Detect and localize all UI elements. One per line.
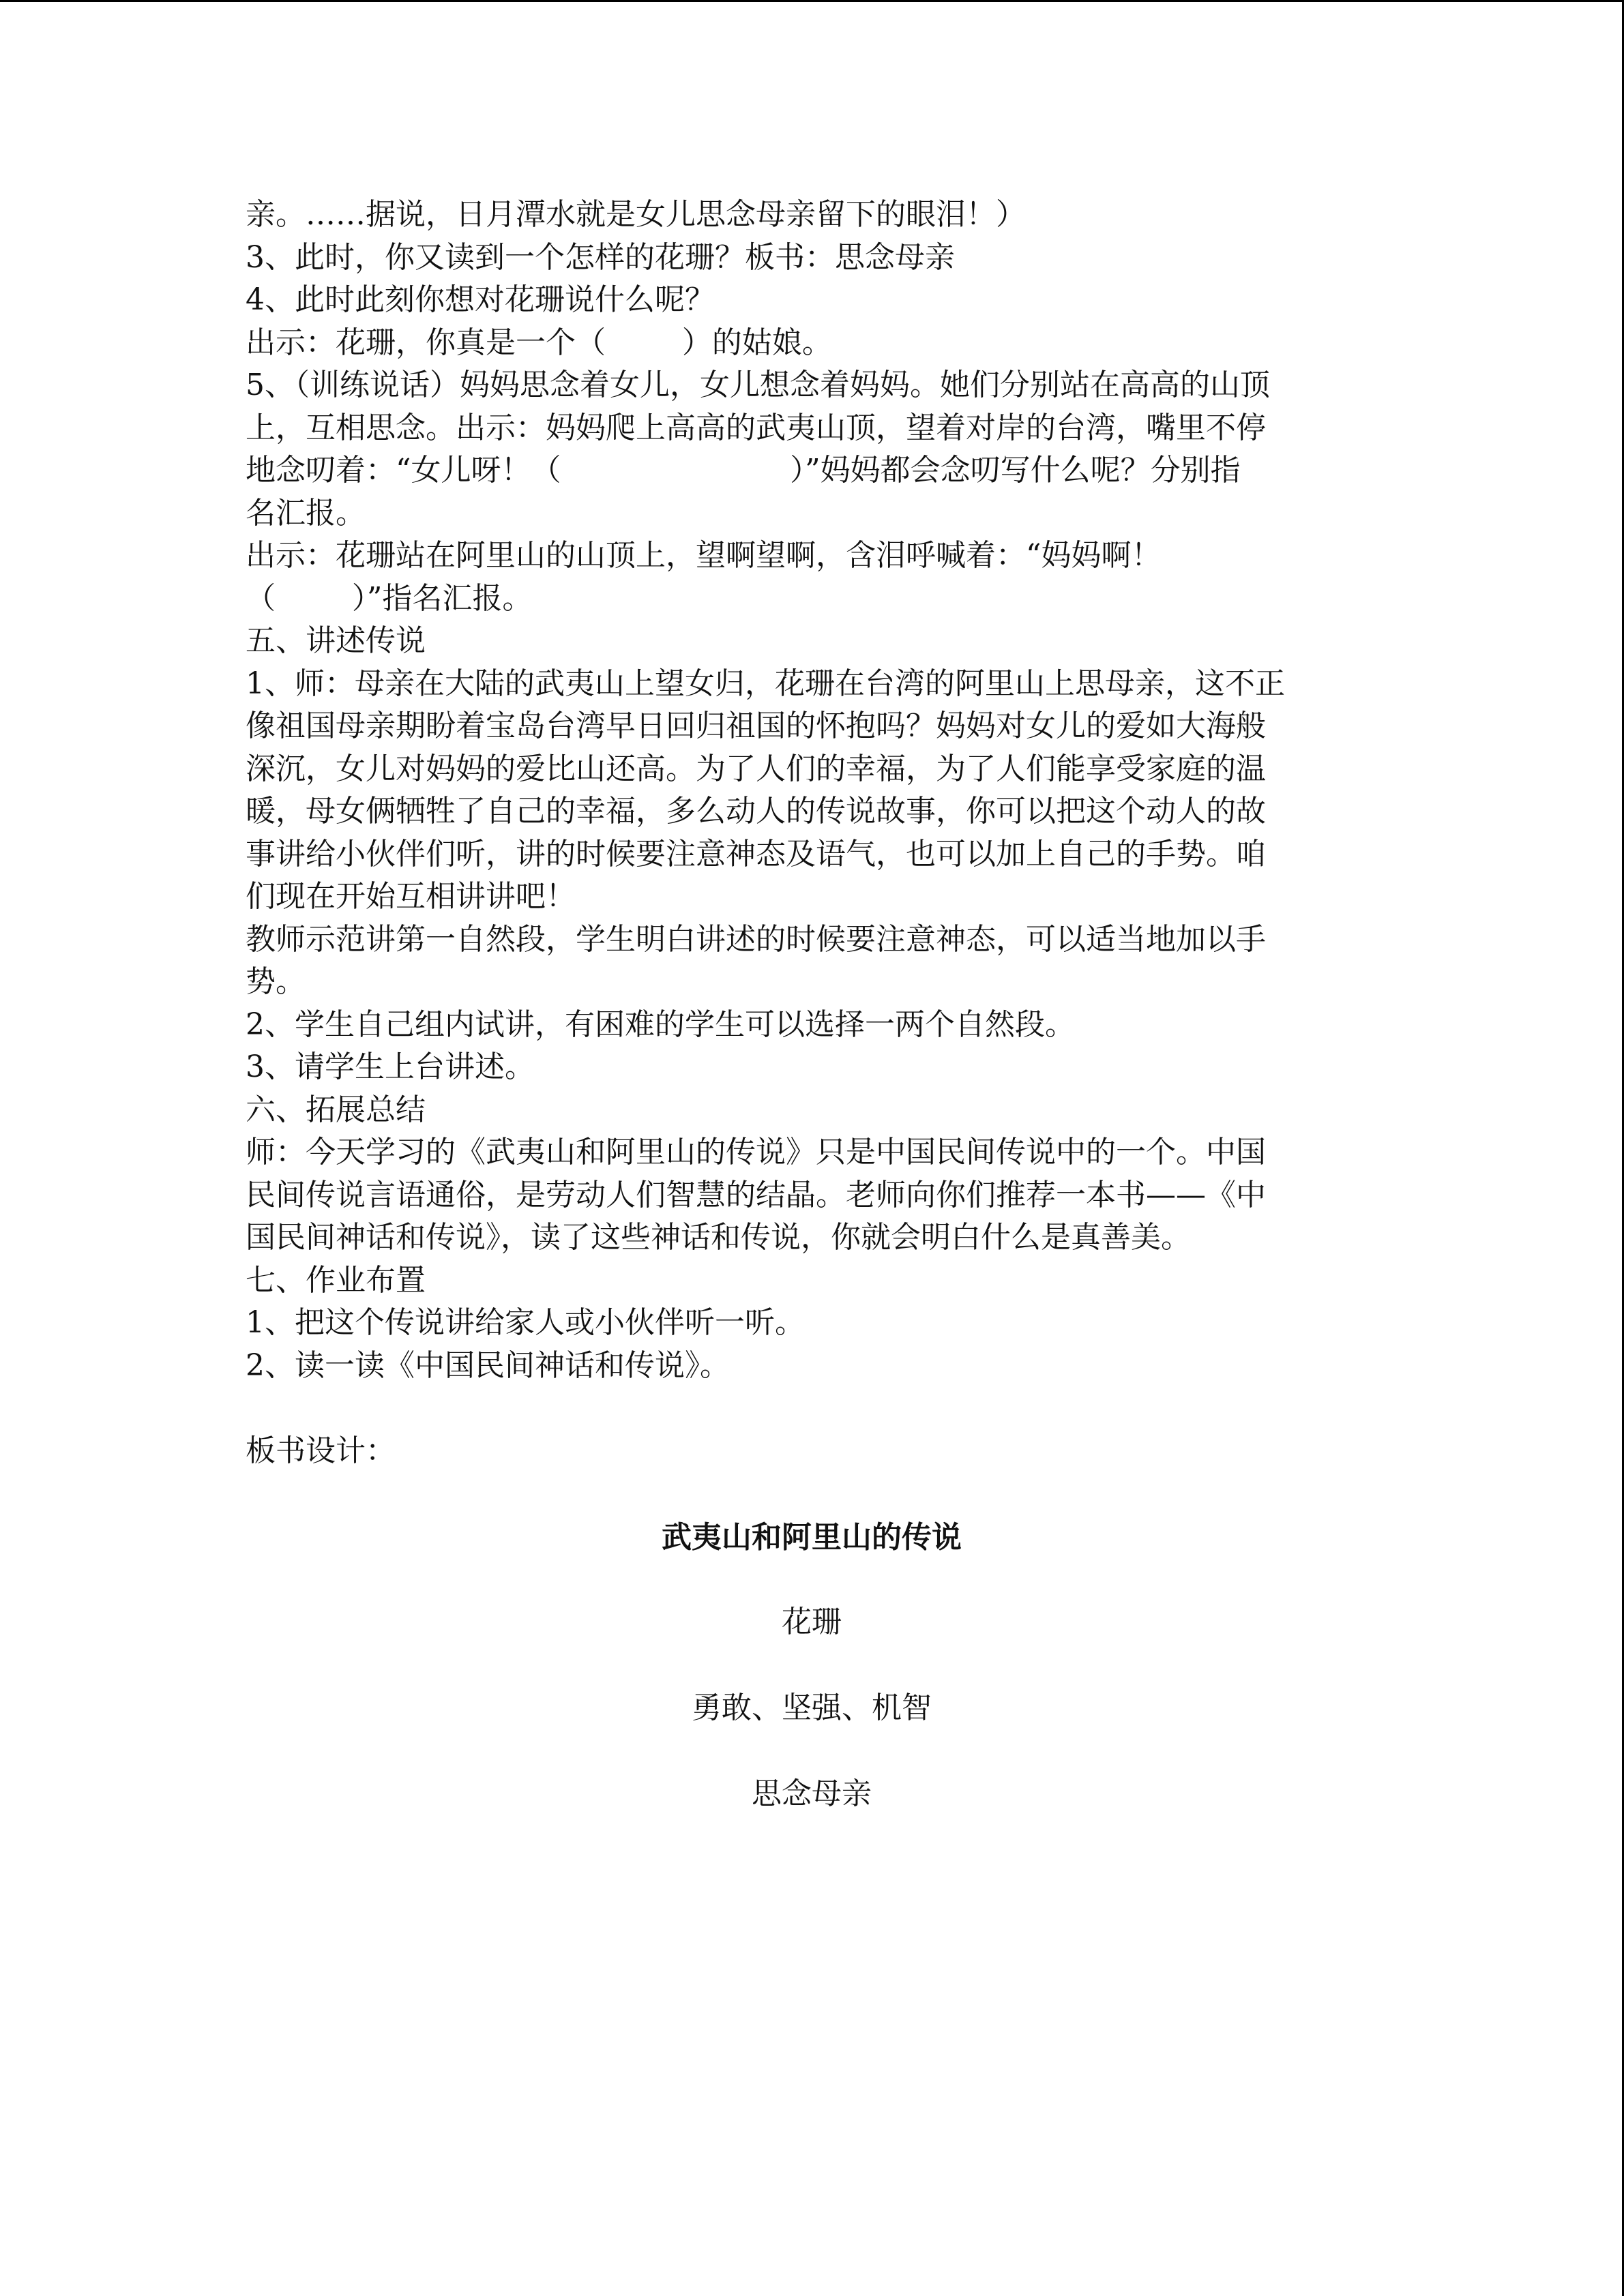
text-line: 名汇报。: [246, 495, 366, 531]
text-line: 1、师：母亲在大陆的武夷山上望女归，花珊在台湾的阿里山上思母亲，这不正: [246, 666, 1285, 701]
text-line: 教师示范讲第一自然段，学生明白讲述的时候要注意神态，可以适当地加以手: [246, 921, 1266, 957]
blank-line: [246, 1387, 1378, 1430]
text-line: 事讲给小伙伴们听，讲的时候要注意神态及语气，也可以加上自己的手势。咱: [246, 836, 1266, 871]
board-traits: 勇敢、坚强、机智: [692, 1690, 932, 1725]
text-line: 亲。……据说，日月潭水就是女儿思念母亲留下的眼泪！）: [246, 197, 1026, 232]
section-heading: 五、讲述传说: [246, 623, 426, 658]
board-design-label: 板书设计：: [246, 1433, 396, 1468]
text-line: 暖，母女俩牺牲了自己的幸福，多么动人的传说故事，你可以把这个动人的故: [246, 794, 1266, 829]
text-line: （ ）”指名汇报。: [246, 580, 533, 616]
text-line: 上，互相思念。出示：妈妈爬上高高的武夷山顶，望着对岸的台湾，嘴里不停: [246, 410, 1266, 445]
page-top-border: [0, 0, 1624, 2]
board-theme: 思念母亲: [752, 1776, 872, 1811]
text-line: 2、学生自己组内试讲，有困难的学生可以选择一两个自然段。: [246, 1007, 1075, 1042]
text-line: 4、此时此刻你想对花珊说什么呢？: [246, 282, 715, 317]
text-line: 们现在开始互相讲讲吧！: [246, 879, 576, 914]
board-name: 花珊: [782, 1605, 842, 1639]
text-line: 民间传说言语通俗，是劳动人们智慧的结晶。老师向你们推荐一本书——《中: [246, 1177, 1266, 1212]
section-heading: 七、作业布置: [246, 1262, 426, 1298]
text-line: 深沉，女儿对妈妈的爱比山还高。为了人们的幸福，为了人们能享受家庭的温: [246, 751, 1266, 786]
text-line: 出示：花珊站在阿里山的山顶上，望啊望啊，含泪呼喊着：“妈妈啊！: [246, 538, 1162, 573]
board-title: 武夷山和阿里山的传说: [662, 1520, 962, 1555]
text-line: 师：今天学习的《武夷山和阿里山的传说》只是中国民间传说中的一个。中国: [246, 1135, 1266, 1169]
text-line: 3、请学生上台讲述。: [246, 1049, 535, 1084]
text-line: 3、此时，你又读到一个怎样的花珊？板书：思念母亲: [246, 239, 955, 275]
text-line: 国民间神话和传说》，读了这些神话和传说，你就会明白什么是真善美。: [246, 1220, 1191, 1255]
text-line: 地念叨着：“女儿呀！（ ）”妈妈都会念叨写什么呢？分别指: [246, 453, 1241, 488]
text-line: 出示：花珊，你真是一个（ ）的姑娘。: [246, 325, 832, 360]
text-line: 势。: [246, 964, 306, 999]
text-line: 1、把这个传说讲给家人或小伙伴听一听。: [246, 1305, 805, 1340]
document-body: [246, 194, 1378, 1472]
section-heading: 六、拓展总结: [246, 1092, 426, 1127]
text-line: 2、读一读《中国民间神话和传说》。: [246, 1347, 730, 1383]
text-line: 5、（训练说话）妈妈思念着女儿，女儿想念着妈妈。她们分别站在高高的山顶: [246, 368, 1270, 402]
text-line: 像祖国母亲期盼着宝岛台湾早日回归祖国的怀抱吗？妈妈对女儿的爱如大海般: [246, 709, 1266, 743]
